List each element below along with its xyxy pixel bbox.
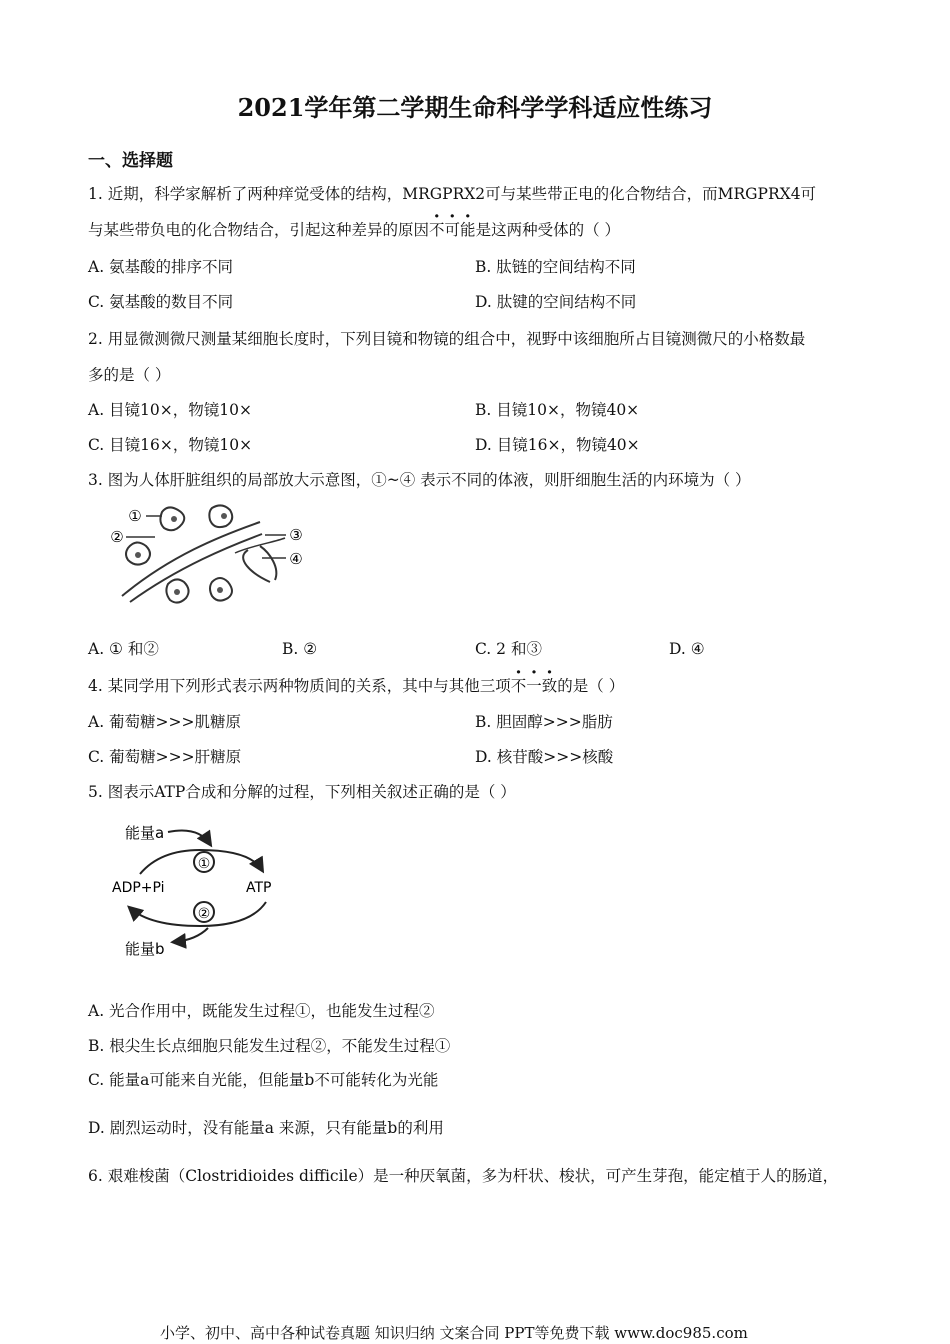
q5-option-b[interactable]: B. 根尖生长点细胞只能发生过程②，不能发生过程①	[88, 1037, 451, 1055]
q1-line2	[88, 220, 620, 240]
page-title: 2021学年第二学期生命科学学科适应性练习	[237, 93, 713, 122]
q4-line	[88, 676, 624, 696]
section-heading: 一、选择题	[88, 151, 173, 171]
atp-label: ATP	[246, 880, 272, 896]
q1-option-a[interactable]: A. 氨基酸的排序不同	[88, 258, 234, 276]
q5-line1: 5. 图表示ATP合成和分解的过程，下列相关叙述正确的是（ ）	[88, 783, 516, 801]
q1-emphasis-1: 不	[429, 221, 445, 239]
energy-b-label: 能量b	[125, 940, 165, 958]
step-1-label: ①	[197, 856, 211, 872]
q4-line-post: 的是（ ）	[557, 677, 625, 695]
q2-option-d[interactable]: D. 目镜16×，物镜40×	[475, 436, 640, 454]
q3-option-c[interactable]: C. 2 和③	[475, 640, 542, 658]
q2-option-b[interactable]: B. 目镜10×，物镜40×	[475, 401, 640, 419]
energy-a-label: 能量a	[125, 824, 165, 842]
q2-option-c[interactable]: C. 目镜16×，物镜10×	[88, 436, 253, 454]
liver-tissue-diagram	[100, 498, 330, 610]
q4-option-a[interactable]: A. 葡萄糖>>>肌糖原	[88, 713, 242, 731]
q1-option-b[interactable]: B. 肽链的空间结构不同	[475, 258, 636, 276]
label-2: ②	[110, 528, 124, 546]
q4-option-d[interactable]: D. 核苷酸>>>核酸	[475, 748, 614, 766]
q1-emphasis-3: 能	[460, 221, 476, 239]
q2-line2: 多的是（ ）	[88, 366, 171, 384]
q1-line2-post: 是这两种受体的（ ）	[475, 221, 620, 239]
q1-line2-pre: 与某些带负电的化合物结合，引起这种差异的原因	[88, 221, 430, 239]
q2-option-a[interactable]: A. 目镜10×，物镜10×	[88, 401, 252, 419]
q1-option-c[interactable]: C. 氨基酸的数目不同	[88, 293, 234, 311]
label-1: ①	[128, 507, 142, 525]
q2-line1: 2. 用显微测微尺测量某细胞长度时，下列目镜和物镜的组合中，视野中该细胞所占目镜测微尺的小格数最	[88, 330, 806, 348]
page-footer: 小学、初中、高中各种试卷真题 知识归纳 文案合同 PPT等免费下载 www.doc985.com	[160, 1324, 748, 1342]
q6-line1: 6. 艰难梭菌（Clostridioides difficile）是一种厌氧菌，多为杆状、梭状，可产生芽孢，能定植于人的肠道，	[88, 1167, 839, 1185]
label-3: ③	[289, 526, 303, 544]
q3-option-a[interactable]: A. ① 和②	[88, 640, 159, 658]
q4-option-c[interactable]: C. 葡萄糖>>>肝糖原	[88, 748, 242, 766]
q4-emphasis-1: 不	[510, 677, 527, 695]
q4-emphasis-2: 一	[526, 677, 542, 695]
atp-cycle-diagram	[100, 812, 300, 962]
q1-emphasis-2: 可	[444, 221, 461, 239]
q1-option-d[interactable]: D. 肽键的空间结构不同	[475, 293, 637, 311]
q4-emphasis-3: 致	[541, 677, 558, 695]
adp-label: ADP+Pi	[112, 880, 165, 896]
q3-option-d[interactable]: D. ④	[669, 640, 705, 658]
q5-option-c[interactable]: C. 能量a可能来自光能，但能量b不可能转化为光能	[88, 1071, 439, 1089]
q3-option-b[interactable]: B. ②	[282, 640, 318, 658]
label-4: ④	[289, 550, 303, 568]
q4-line-pre: 4. 某同学用下列形式表示两种物质间的关系，其中与其他三项	[88, 677, 511, 695]
q4-option-b[interactable]: B. 胆固醇>>>脂肪	[475, 713, 613, 731]
q3-line1: 3. 图为人体肝脏组织的局部放大示意图，①~④ 表示不同的体液，则肝细胞生活的内环境为（ ）	[88, 471, 751, 489]
q5-option-a[interactable]: A. 光合作用中，既能发生过程①，也能发生过程②	[88, 1002, 435, 1020]
q5-option-d[interactable]: D. 剧烈运动时，没有能量a 来源，只有能量b的利用	[88, 1119, 444, 1137]
q1-line1: 1. 近期，科学家解析了两种痒觉受体的结构，MRGPRX2可与某些带正电的化合物结合，而MRGPRX4可	[88, 185, 817, 203]
step-2-label: ②	[197, 906, 211, 922]
